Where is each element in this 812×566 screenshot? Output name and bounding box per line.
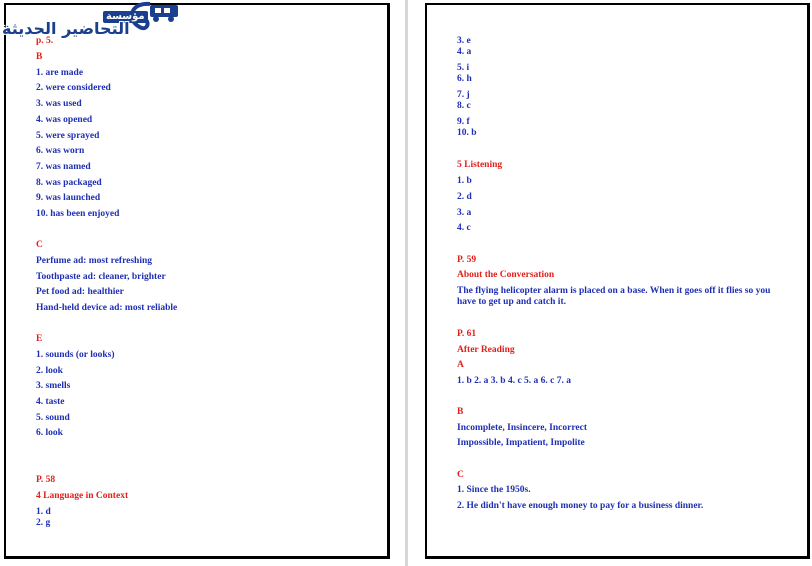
list-item: 3. e [457,36,471,46]
list-item: 2. d [457,192,472,202]
listening-heading: 5 Listening [457,160,503,170]
list-item: 10. has been enjoyed [36,209,120,219]
page-gutter [405,0,408,566]
section-b-heading: B [457,407,464,417]
list-item: 9. f [457,117,470,127]
language-in-context-heading: 4 Language in Context [36,491,129,501]
conversation-answer: The flying helicopter alarm is placed on a base. When it goes off it flies so you have to get up and catch it. [457,286,771,307]
list-item: 7. j [457,90,470,100]
logo-text-main: التحاضير الحديثة [2,19,130,38]
list-item: 2. look [36,366,63,376]
list-item: Hand-held device ad: most reliable [36,303,178,313]
list-item: 2. g [36,518,51,528]
cut-page-ref: p. 5. [36,36,54,46]
list-item: 3. a [457,208,472,218]
list-item: 4. a [457,47,472,57]
list-item: 1. d [36,507,51,517]
about-conversation-heading: About the Conversation [457,270,555,280]
page-ref-61: P. 61 [457,329,477,339]
section-e-heading: E [36,334,43,344]
left-page [4,3,390,559]
list-item: 4. taste [36,397,65,407]
list-item: Impossible, Impatient, Impolite [457,438,585,448]
list-item: 4. c [457,223,471,233]
section-b-heading: B [36,52,43,62]
list-item: 6. h [457,74,472,84]
list-item: 8. was packaged [36,178,102,188]
list-item: 3. was used [36,99,82,109]
section-c-heading: C [36,240,43,250]
list-item: 9. was launched [36,193,101,203]
list-item: 4. was opened [36,115,93,125]
right-page [425,3,810,559]
list-item: 8. c [457,101,471,111]
list-item: 6. was worn [36,146,85,156]
page-ref-59: P. 59 [457,255,477,265]
list-item: 1. Since the 1950s. [457,485,531,495]
list-item: 5. were sprayed [36,131,100,141]
list-item: 6. look [36,428,63,438]
list-item: Perfume ad: most refreshing [36,256,152,266]
list-item: 1. are made [36,68,84,78]
list-item: 5. sound [36,413,70,423]
list-item: 1. b [457,176,472,186]
list-item: 1. sounds (or looks) [36,350,115,360]
section-a-answers: 1. b 2. a 3. b 4. c 5. a 6. c 7. a [457,376,571,386]
list-item: 10. b [457,128,477,138]
page-ref-58: P. 58 [36,475,56,485]
list-item: Incomplete, Insincere, Incorrect [457,423,587,433]
list-item: 5. i [457,63,470,73]
logo-text-small: مؤسسة [103,11,148,23]
list-item: Toothpaste ad: cleaner, brighter [36,272,166,282]
after-reading-heading: After Reading [457,345,515,355]
list-item: Pet food ad: healthier [36,287,124,297]
section-a-heading: A [457,360,464,370]
list-item: 2. He didn't have enough money to pay for a business dinner. [457,501,704,511]
section-c-heading: C [457,470,464,480]
list-item: 2. were considered [36,83,111,93]
list-item: 3. smells [36,381,71,391]
publisher-logo [0,0,182,40]
list-item: 7. was named [36,162,91,172]
